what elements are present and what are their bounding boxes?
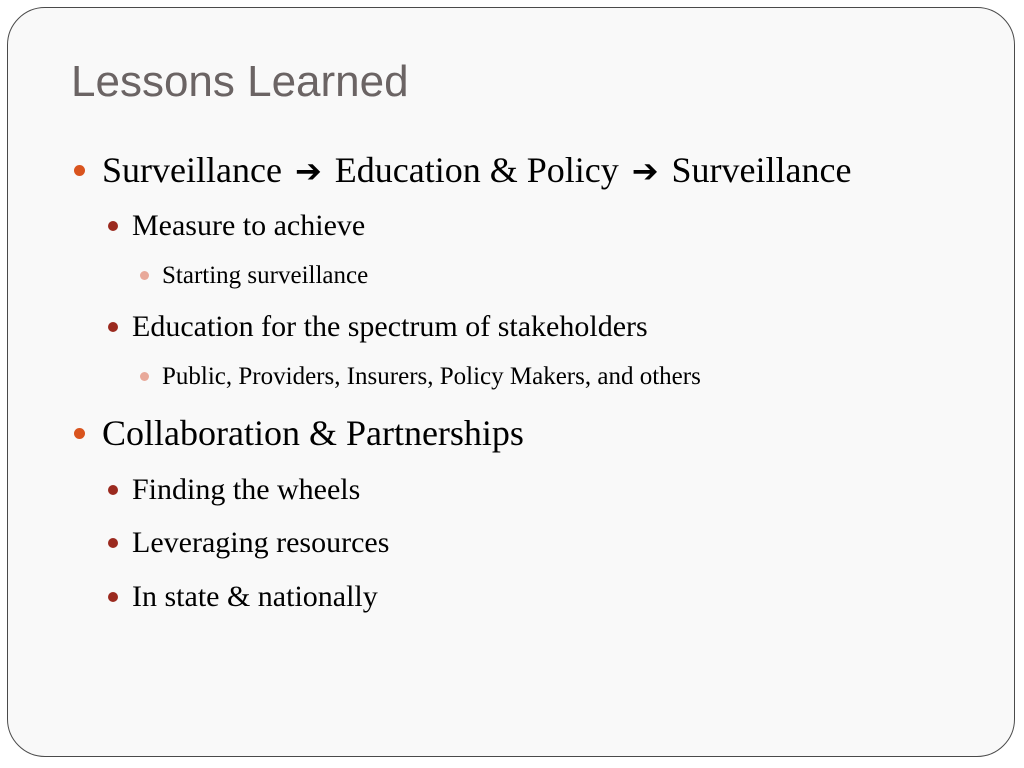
bullet-text-part: Surveillance: [671, 150, 852, 190]
bullet-dot-icon: [140, 271, 149, 280]
bullet-text: In state & nationally: [132, 580, 378, 613]
bullet-dot-icon: [140, 372, 149, 381]
bullet-text: Measure to achieve: [132, 209, 366, 242]
bullet-text-part: Education & Policy: [334, 150, 619, 190]
bullet-text: Education for the spectrum of stakeholders: [132, 310, 648, 343]
bullet-text: Finding the wheels: [132, 473, 361, 506]
bullet-in-state-nationally: [132, 580, 378, 614]
bullet-dot-icon: [108, 592, 118, 602]
bullet-starting-surveillance: [162, 261, 368, 291]
bullet-education-stakeholders: [132, 310, 648, 344]
bullet-text: Collaboration & Partnerships: [102, 413, 524, 453]
bullet-dot-icon: [108, 485, 118, 495]
bullet-text-part: Surveillance: [102, 150, 282, 190]
bullet-measure-to-achieve: [132, 209, 365, 243]
bullet-dot-icon: [108, 322, 118, 332]
bullet-text: Public, Providers, Insurers, Policy Makers, and others: [162, 363, 701, 390]
bullet-leveraging-resources: [132, 526, 389, 560]
bullet-stakeholder-list: [162, 362, 701, 392]
bullet-finding-wheels: [132, 473, 360, 507]
bullet-collaboration: [102, 413, 524, 453]
slide-title: Lessons Learned: [71, 57, 409, 106]
bullet-text: Starting surveillance: [162, 262, 369, 289]
arrow-right-icon: ➔: [631, 152, 659, 190]
bullet-dot-icon: [108, 538, 118, 548]
arrow-right-icon: ➔: [294, 152, 322, 190]
bullet-dot-icon: [74, 165, 85, 176]
bullet-text: Leveraging resources: [132, 526, 390, 559]
bullet-surveillance-cycle: [102, 150, 851, 191]
bullet-dot-icon: [74, 428, 85, 439]
bullet-dot-icon: [108, 221, 118, 231]
